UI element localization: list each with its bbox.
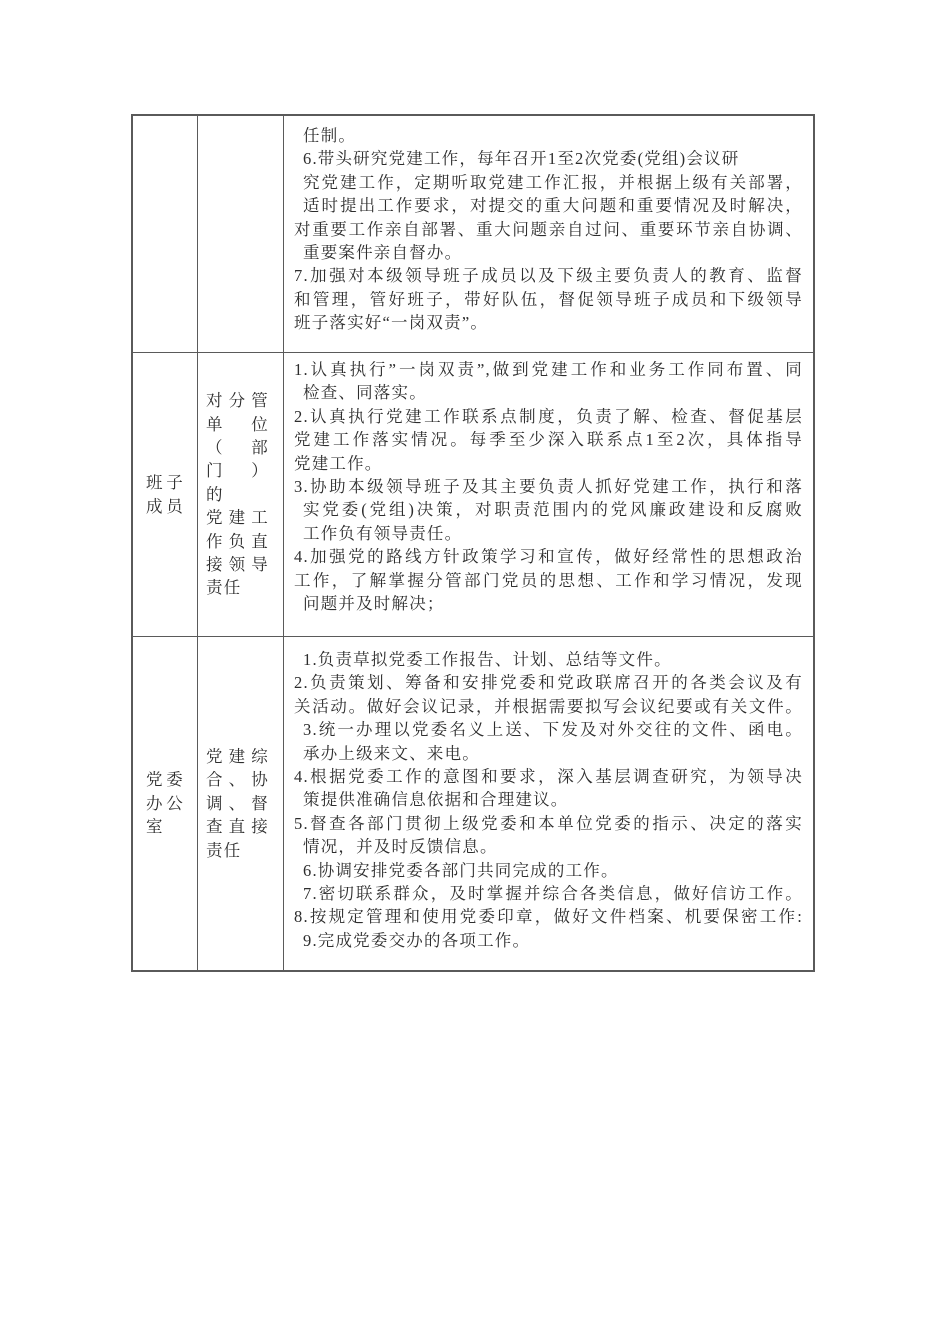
cell-duty (197, 116, 283, 352)
text-line: 承办上级来文、来电。 (303, 743, 480, 763)
text-line: 问题并及时解决； (303, 594, 445, 614)
text-line: 合、协 (206, 770, 269, 790)
text-line: 责任 (206, 840, 242, 860)
cell-duty-content (206, 745, 269, 862)
text-line: 办公 (146, 793, 184, 813)
text-line: 8.按规定管理和使用党委印章，做好文件档案、机要保密工作: (294, 907, 803, 927)
text-line: 工作负有领导责任。 (303, 523, 463, 543)
text-line: 关活动。做好会议记录，并根据需要拟写会议纪要或有关文件。 (294, 696, 803, 716)
text-line: 责任 (206, 578, 242, 598)
table-row-2 (133, 352, 813, 636)
text-line: 重要案件亲自督办。 (303, 243, 463, 263)
text-line: 策提供准确信息依据和合理建议。 (303, 790, 569, 810)
text-line: 6.带头研究党建工作，每年召开1至2次党委(党组)会议研 (303, 149, 740, 169)
cell-items-content (284, 116, 813, 335)
text-line: 3.统一办理以党委名义上送、下发及对外交往的文件、函电。 (303, 720, 803, 740)
text-line: 和管理，管好班子，带好队伍，督促领导班子成员和下级领导 (294, 289, 803, 309)
cell-items-content (284, 637, 813, 952)
text-line: 工作，了解掌握分管部门党员的思想、工作和学习情况，发现 (294, 570, 803, 590)
text-line: 成员 (146, 496, 184, 516)
text-line: 接领导 (206, 555, 269, 575)
text-line: 门） (206, 461, 269, 481)
text-line: 2.负责策划、筹备和安排党委和党政联席召开的各类会议及有 (294, 673, 803, 693)
responsibility-table (131, 114, 815, 972)
text-line: 3.协助本级领导班子及其主要负责人抓好党建工作，执行和落 (294, 477, 803, 497)
cell-items (283, 353, 813, 636)
text-line: 任制。 (303, 126, 357, 145)
text-line: 究党建工作，定期听取党建工作汇报，并根据上级有关部署， (303, 172, 803, 192)
text-line: 调、督 (206, 793, 269, 813)
table-row-3 (133, 636, 813, 970)
table-row-1 (133, 116, 813, 352)
cell-items (283, 637, 813, 970)
text-line: 9.完成党委交办的各项工作。 (303, 930, 531, 950)
text-line: 6.协调安排党委各部门共同完成的工作。 (303, 860, 619, 880)
text-line: 1.负责草拟党委工作报告、计划、总结等文件。 (303, 650, 672, 669)
text-line: 党建工 (206, 508, 269, 528)
text-line: 对重要工作亲自部署、重大问题亲自过问、重要环节亲自协调、 (294, 219, 803, 239)
text-line: 党委 (146, 770, 184, 790)
text-line: 5.督查各部门贯彻上级党委和本单位党委的指示、决定的落实 (294, 813, 803, 833)
text-line: 查直接 (206, 817, 269, 837)
text-line: 作负直 (206, 531, 269, 551)
text-line: 室 (146, 817, 164, 837)
text-line: 4.根据党委工作的意图和要求，深入基层调查研究，为领导决 (294, 767, 803, 787)
text-line: 适时提出工作要求，对提交的重大问题和重要情况及时解决， (303, 196, 803, 216)
cell-duty (197, 637, 283, 970)
text-line: 班子 (146, 473, 184, 493)
text-line: 情况，并及时反馈信息。 (303, 837, 498, 857)
text-line: 党建综 (206, 746, 269, 766)
text-line: 党建工作落实情况。每季至少深入联系点1至2次，具体指导 (294, 430, 803, 450)
cell-role-content (146, 471, 184, 518)
cell-items (283, 116, 813, 352)
text-line: （部 (206, 437, 269, 457)
cell-role (133, 637, 197, 970)
cell-duty (197, 353, 283, 636)
text-line: 检查、同落实。 (303, 383, 427, 403)
cell-items-content (284, 353, 813, 615)
text-line: 的 (206, 484, 224, 504)
cell-role (133, 353, 197, 636)
text-line: 单位 (206, 414, 269, 434)
text-line: 4.加强党的路线方针政策学习和宣传，做好经常性的思想政治 (294, 547, 803, 567)
text-line: 党建工作。 (294, 453, 383, 473)
cell-role-content (146, 768, 184, 838)
text-line: 7.加强对本级领导班子成员以及下级主要负责人的教育、监督 (294, 266, 803, 286)
text-line: 1.认真执行”一岗双责”,做到党建工作和业务工作同布置、同 (294, 360, 803, 379)
text-line: 班子落实好“一岗双责”。 (294, 313, 489, 333)
text-line: 2.认真执行党建工作联系点制度，负责了解、检查、督促基层 (294, 406, 803, 426)
text-line: 对分管 (206, 391, 269, 411)
text-line: 实党委(党组)决策，对职责范围内的党风廉政建设和反腐败 (303, 500, 803, 520)
cell-role (133, 116, 197, 352)
text-line: 7.密切联系群众，及时掌握并综合各类信息，做好信访工作。 (303, 884, 803, 904)
cell-duty-content (206, 389, 269, 600)
